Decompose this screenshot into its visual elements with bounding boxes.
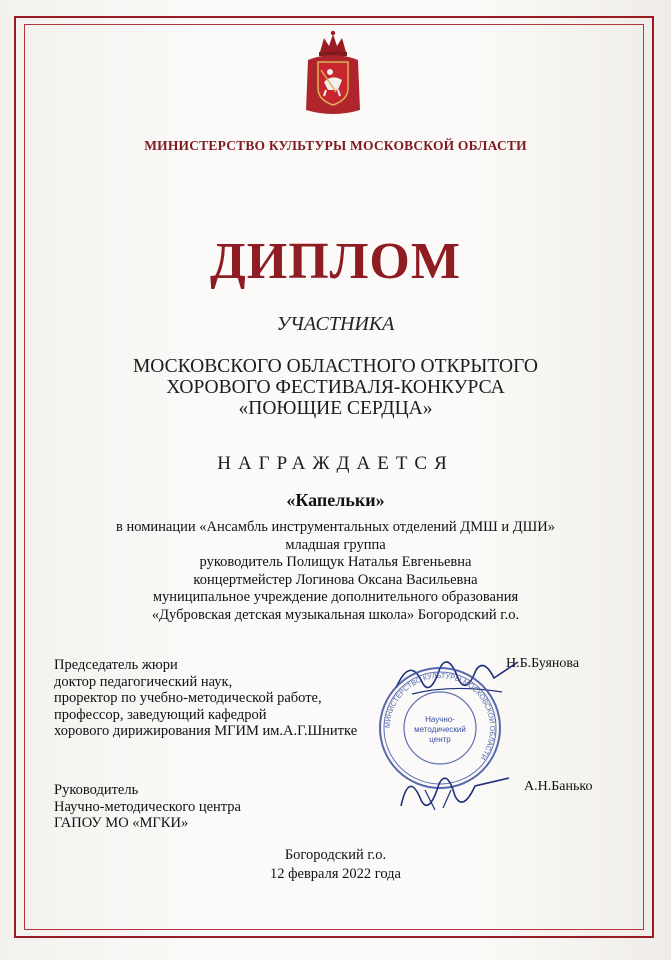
- head-line-3: ГАПОУ МО «МГКИ»: [54, 815, 189, 832]
- place-and-date: [0, 846, 671, 884]
- head-block: [54, 782, 241, 832]
- jury-chair-block: [54, 657, 357, 740]
- school-line: «Дубровская детская музыкальная школа» Богородский г.о.: [151, 606, 520, 623]
- festival-line-1: МОСКОВСКОГО ОБЛАСТНОГО ОТКРЫТОГО: [132, 356, 539, 377]
- moscow-region-crest-icon: [302, 30, 364, 116]
- head-line-1: Руководитель: [54, 782, 139, 798]
- awarded-heading: НАГРАЖДАЕТСЯ: [217, 453, 454, 474]
- place-line: Богородский г.о.: [284, 847, 387, 863]
- stamp-outer-text: МИНИСТЕРСТВО КУЛЬТУРЫ МОСКОВСКОЙ ОБЛАСТИ: [382, 670, 498, 762]
- diploma-subtitle: УЧАСТНИКА: [276, 313, 395, 335]
- ministry-heading: МИНИСТЕРСТВО КУЛЬТУРЫ МОСКОВСКОЙ ОБЛАСТИ: [144, 138, 527, 153]
- jury-line-2: доктор педагогический наук,: [54, 673, 233, 690]
- nomination-line: в номинации «Ансамбль инструментальных отделений ДМШ и ДШИ»: [116, 519, 555, 535]
- group-line: младшая группа: [285, 536, 386, 553]
- signature-2-icon: [395, 760, 515, 820]
- institution-line: муниципальное учреждение дополнительного образования: [152, 589, 519, 606]
- signature-name-2: А.Н.Банько: [524, 779, 593, 794]
- stamp-center-line-2: методический: [414, 725, 466, 734]
- jury-line-5: хорового дирижирования МГИМ им.А.Г.Шнитке: [54, 723, 358, 740]
- festival-name: [0, 356, 671, 419]
- stamp-center-line-1: Научно-: [425, 715, 455, 724]
- festival-line-2: ХОРОВОГО ФЕСТИВАЛЯ-КОНКУРСА: [166, 377, 505, 398]
- accompanist-line: концертмейстер Логинова Оксана Васильевна: [193, 571, 478, 588]
- festival-line-3: «ПОЮЩИЕ СЕРДЦА»: [238, 398, 433, 419]
- jury-line-4: профессор, заведующий кафедрой: [54, 706, 267, 723]
- date-line: 12 февраля 2022 года: [269, 866, 401, 882]
- signature-name-1: Н.Б.Буянова: [506, 656, 580, 671]
- leader-line: руководитель Полищук Наталья Евгеньевна: [199, 554, 472, 571]
- jury-line-1: Председатель жюри: [54, 657, 178, 673]
- stamp-center-line-3: центр: [429, 735, 451, 744]
- award-details: [0, 519, 671, 625]
- head-line-2: Научно-методического центра: [54, 798, 241, 815]
- jury-line-3: проректор по учебно-методической работе,: [54, 690, 322, 707]
- winner-name: «Капельки»: [286, 490, 385, 510]
- diploma-title: ДИПЛОМ: [210, 233, 461, 290]
